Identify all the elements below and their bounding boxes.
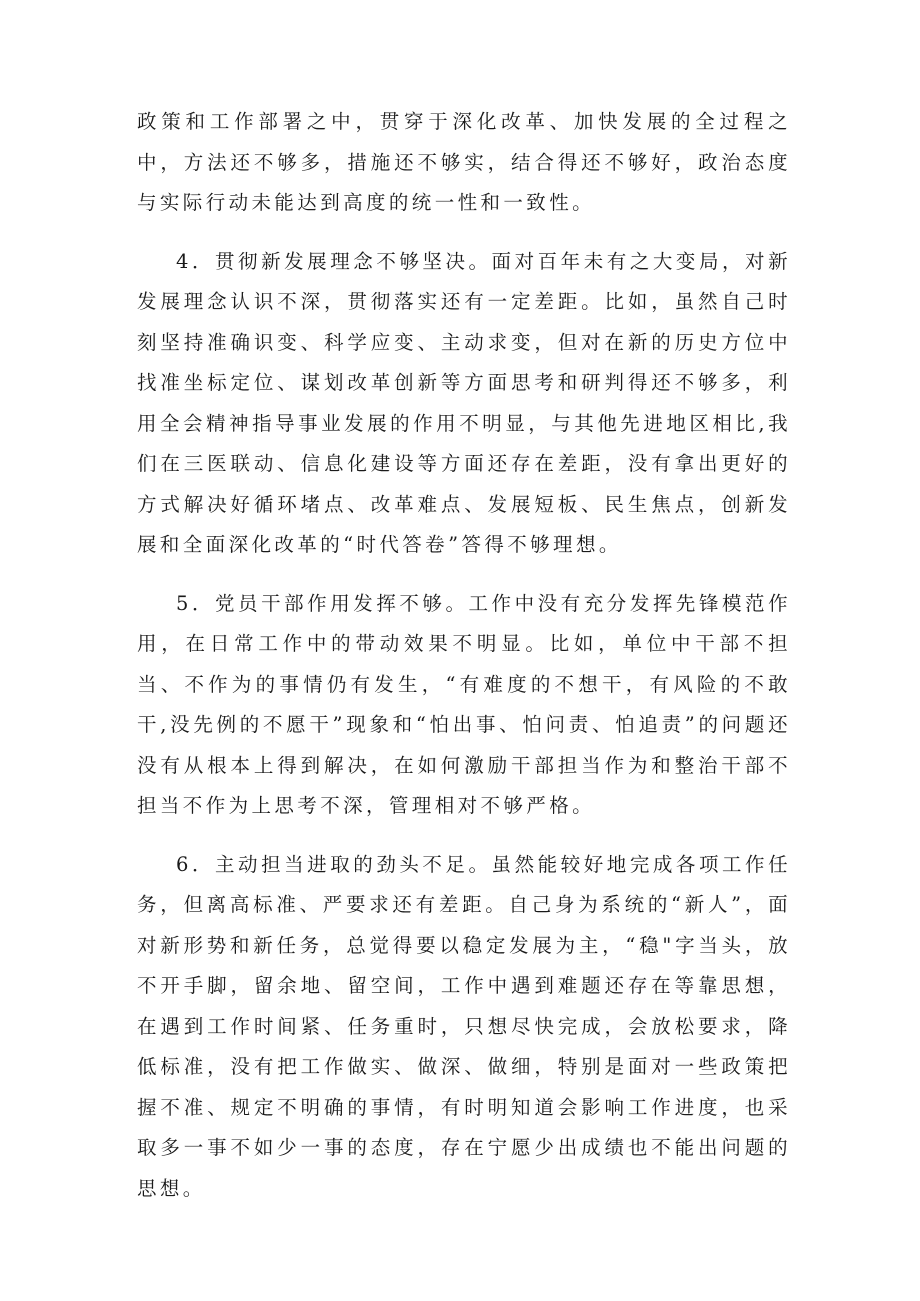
paragraph-continuation: 政策和工作部署之中，贯穿于深化改革、加快发展的全过程之中，方法还不够多，措施还不够实，结合得还不够好，政治态度与实际行动未能达到高度的统一性和一致性。 (137, 110, 791, 214)
paragraph-item-6: 6．主动担当进取的劲头不足。虽然能较好地完成各项工作任务，但离高标准、严要求还有差距。自己身为系统的“新人”，面对新形势和新任务，总觉得要以稳定发展为主，“稳"字当头，放不开手脚，留余地、留空间，工作中遇到难题还存在等靠思想，在遇到工作时间紧、任务重时，只想尽快完成，会放松要求，降低标准，没有把工作做实、做深、做细，特别是面对一些政策把握不准、规定不明确的事情，有时明知道会影响工作进度，也采取多一事不如少一事的态度，存在宁愿少出成绩也不能出问题的思想。 (137, 852, 791, 1200)
document-page (137, 102, 791, 1227)
paragraph-item-4: 4．贯彻新发展理念不够坚决。面对百年未有之大变局，对新发展理念认识不深，贯彻落实还有一定差距。比如，虽然自己时刻坚持准确识变、科学应变、主动求变，但对在新的历史方位中找准坐标定位、谋划改革创新等方面思考和研判得还不够多，利用全会精神指导事业发展的作用不明显，与其他先进地区相比,我们在三医联动、信息化建设等方面还存在差距，没有拿出更好的方式解决好循环堵点、改革难点、发展短板、民生焦点，创新发展和全面深化改革的“时代答卷”答得不够理想。 (137, 249, 791, 556)
paragraph-item-5: 5．党员干部作用发挥不够。工作中没有充分发挥先锋模范作用，在日常工作中的带动效果不明显。比如，单位中干部不担当、不作为的事情仍有发生，“有难度的不想干，有风险的不敢干,没先例的不愿干”现象和“怕出事、怕问责、怕追责”的问题还没有从根本上得到解决，在如何激励干部担当作为和整治干部不担当不作为上思考不深，管理相对不够严格。 (137, 591, 791, 817)
